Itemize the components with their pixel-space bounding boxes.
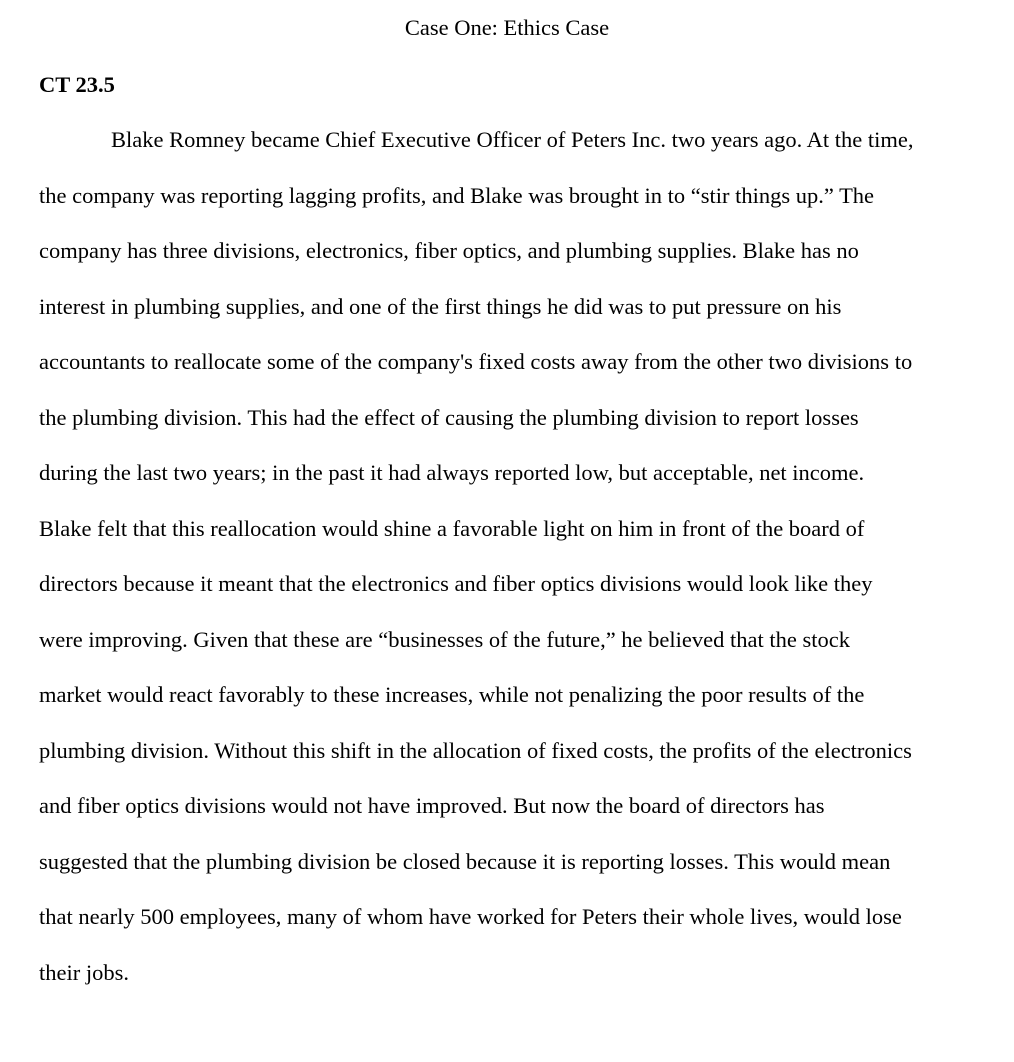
body-line: during the last two years; in the past it had always reported low, but acceptable, net income. [39,460,865,485]
body-line: interest in plumbing supplies, and one of the first things he did was to put pressure on his [39,293,842,319]
body-line: directors because it meant that the electronics and fiber optics divisions would look like they [39,571,873,596]
body-line: that nearly 500 employees, many of whom have worked for Peters their whole lives, would lose [39,904,902,929]
body-line: market would react favorably to these increases, while not penalizing the poor results of the [39,682,865,707]
body-line: Blake felt that this reallocation would shine a favorable light on him in front of the board of [39,515,865,541]
case-body-text [39,124,979,1012]
body-line: Blake Romney became Chief Executive Officer of Peters Inc. two years ago. At the time, [111,127,914,152]
body-line: accountants to reallocate some of the company's fixed costs away from the other two divisions to [39,349,913,374]
body-line: the company was reporting lagging profits, and Blake was brought in to “stir things up.” The [39,182,875,208]
body-line: and fiber optics divisions would not have improved. But now the board of directors has [39,793,825,818]
body-line: plumbing division. Without this shift in the allocation of fixed costs, the profits of the electronics [39,737,912,763]
body-line: the plumbing division. This had the effect of causing the plumbing division to report losses [39,404,859,430]
body-line: company has three divisions, electronics, fiber optics, and plumbing supplies. Blake has no [39,238,859,263]
body-line: suggested that the plumbing division be closed because it is reporting losses. This would mean [39,848,891,874]
document-title: Case One: Ethics Case [404,15,610,40]
body-line: their jobs. [39,959,129,985]
body-line: were improving. Given that these are “businesses of the future,” he believed that the stock [39,626,850,652]
case-number-heading: CT 23.5 [39,72,115,97]
